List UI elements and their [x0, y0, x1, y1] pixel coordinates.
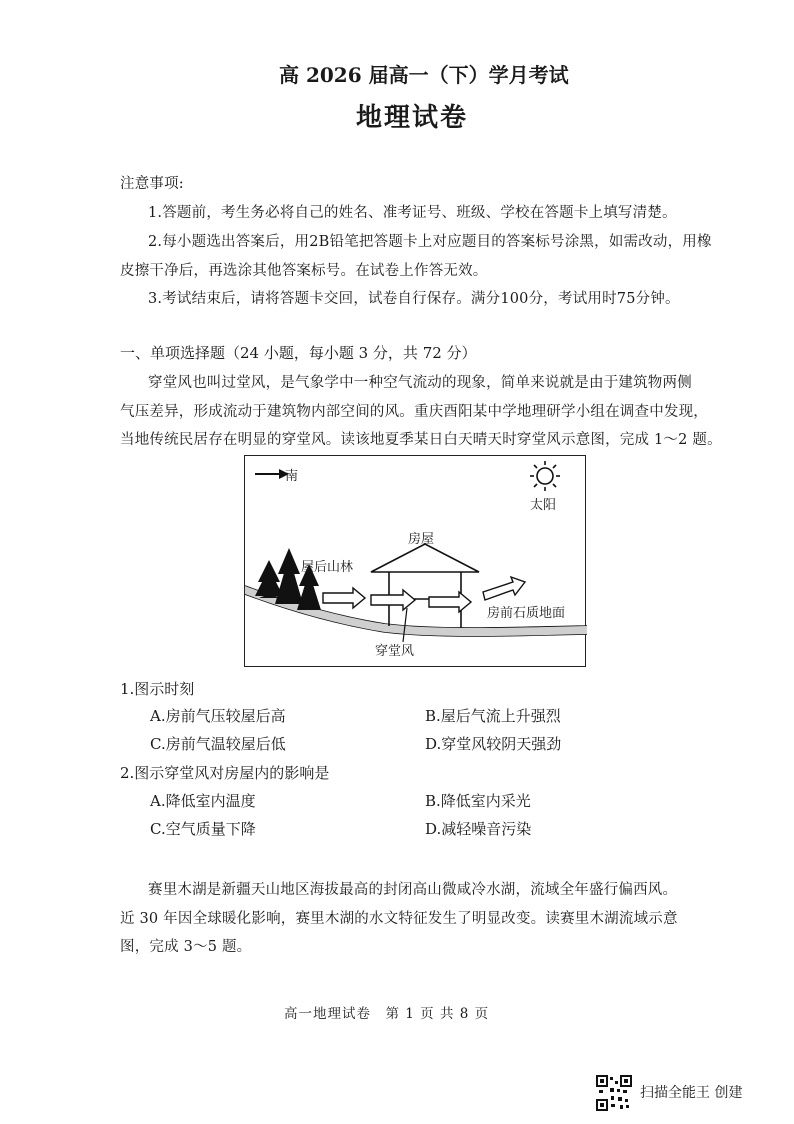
question-2-option-a: A.降低室内温度	[150, 792, 256, 810]
scanner-watermark: 扫描全能王 创建	[640, 1085, 743, 1101]
section-1-heading: 一、单项选择题（24 小题，每小题 3 分，共 72 分）	[120, 344, 477, 362]
notes-item-1: 1.答题前，考生务必将自己的姓名、准考证号、班级、学校在答题卡上填写清楚。	[148, 205, 677, 221]
passage-2-line-1: 赛里木湖是新疆天山地区海拔最高的封闭高山微咸冷水湖，流域全年盛行偏西风。	[148, 882, 678, 898]
forest-label: 屋后山林	[301, 560, 354, 575]
qr-code-icon	[596, 1075, 632, 1111]
page-footer: 高一地理试卷 第 1 页 共 8 页	[284, 1006, 490, 1022]
notes-item-2-line-2: 皮擦干净后，再选涂其他答案标号。在试卷上作答无效。	[120, 263, 488, 279]
direction-label: 南	[285, 469, 299, 484]
section-1-intro-line-2: 气压差异，形成流动于建筑物内部空间的风。重庆酉阳某中学地理研学小组在调查中发现，	[120, 404, 708, 420]
question-2-stem: 2.图示穿堂风对房屋内的影响是	[120, 764, 330, 782]
house-label: 房屋	[408, 532, 435, 547]
question-1-option-c: C.房前气温较屋后低	[150, 735, 286, 753]
notes-item-2-line-1: 2.每小题选出答案后，用2B铅笔把答题卡上对应题目的答案标号涂黑，如需改动，用橡	[148, 234, 712, 250]
wind-label: 穿堂风	[375, 644, 415, 659]
passage-2-line-3: 图，完成 3～5 题。	[120, 939, 252, 955]
passage-2-line-2: 近 30 年因全球暖化影响，赛里木湖的水文特征发生了明显改变。读赛里木湖流域示意	[120, 911, 678, 927]
sun-label: 太阳	[530, 498, 557, 513]
section-1-intro-line-3: 当地传统民居存在明显的穿堂风。读该地夏季某日白天晴天时穿堂风示意图，完成 1～2 题。	[120, 432, 722, 448]
ground-label: 房前石质地面	[487, 606, 566, 621]
section-1-intro-line-1: 穿堂风也叫过堂风，是气象学中一种空气流动的现象，简单来说就是由于建筑物两侧	[148, 375, 692, 391]
notes-heading: 注意事项:	[120, 176, 184, 192]
question-1-option-b: B.屋后气流上升强烈	[425, 707, 561, 725]
through-draft-diagram	[244, 455, 586, 667]
question-2-option-c: C.空气质量下降	[150, 820, 256, 838]
exam-title: 高 2026 届高一（下）学月考试	[279, 63, 569, 87]
notes-item-3: 3.考试结束后，请将答题卡交回，试卷自行保存。满分100分，考试用时75分钟。	[148, 291, 680, 307]
subject-title: 地理试卷	[356, 103, 469, 133]
question-1-stem: 1.图示时刻	[120, 680, 195, 698]
question-1-option-d: D.穿堂风较阴天强劲	[425, 735, 562, 753]
question-2-option-d: D.减轻噪音污染	[425, 820, 532, 838]
diagram-drawing	[245, 456, 587, 668]
sun-icon	[530, 461, 560, 491]
question-1-option-a: A.房前气压较屋后高	[150, 707, 286, 725]
question-2-option-b: B.降低室内采光	[425, 792, 531, 810]
house-icon	[371, 544, 479, 628]
